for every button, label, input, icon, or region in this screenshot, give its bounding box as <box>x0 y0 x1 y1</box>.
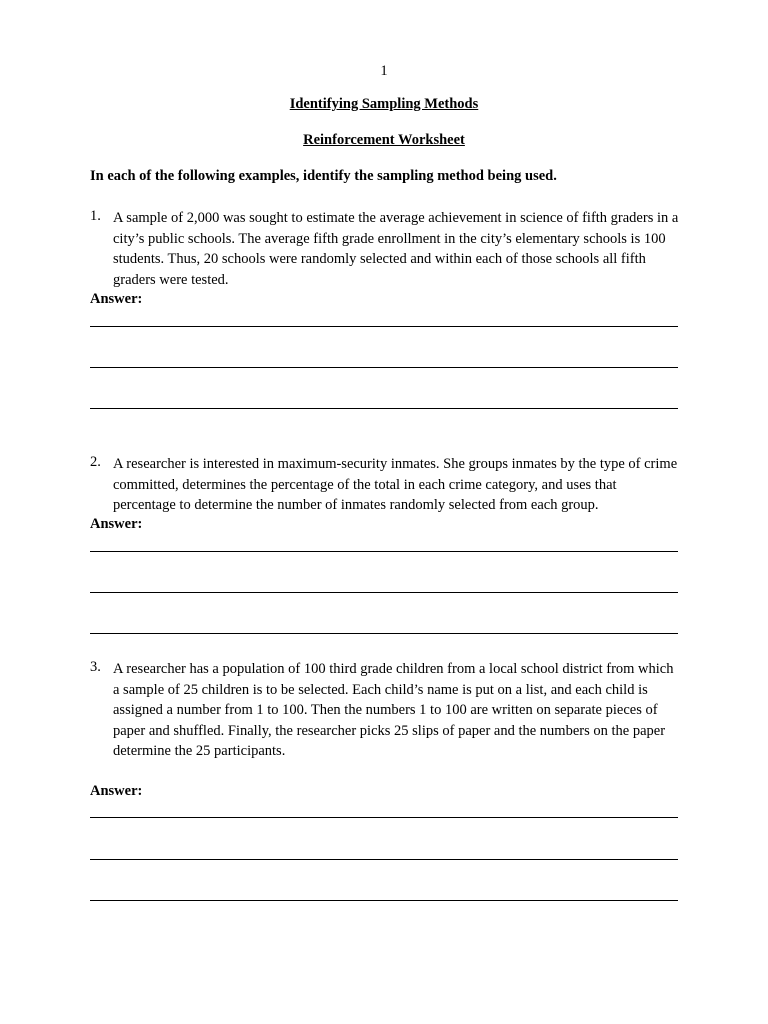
answer-line[interactable] <box>90 817 678 818</box>
answer-label-3: Answer: <box>90 783 143 799</box>
question-2 <box>90 454 680 516</box>
answer-line[interactable] <box>90 592 678 593</box>
answer-line[interactable] <box>90 551 678 552</box>
question-number: 2. <box>90 454 101 470</box>
answer-line[interactable] <box>90 859 678 860</box>
answer-line[interactable] <box>90 633 678 634</box>
answer-line[interactable] <box>90 367 678 368</box>
question-text: A researcher is interested in maximum-security inmates. She groups inmates by the type of crime committed, determines the percentage of the total in each crime category, and uses that percentage to determine the number of inmates randomly selected from each group. <box>113 456 678 513</box>
worksheet-title: Identifying Sampling Methods <box>289 96 479 112</box>
question-3 <box>90 659 680 762</box>
answer-line[interactable] <box>90 900 678 901</box>
answer-line[interactable] <box>90 408 678 409</box>
answer-line[interactable] <box>90 326 678 327</box>
instructions: In each of the following examples, identify the sampling method being used. <box>90 168 557 184</box>
question-1 <box>90 208 680 290</box>
worksheet-subtitle: Reinforcement Worksheet <box>303 132 465 148</box>
answer-label-1: Answer: <box>90 291 143 307</box>
answer-label-2: Answer: <box>90 516 143 532</box>
question-text: A researcher has a population of 100 third grade children from a local school district from which a sample of 25 children is to be selected. Each child’s name is put on a list, and each child is assigned a number from 1 to 100. Then the numbers 1 to 100 are written on separate pieces of paper and shuffled. Finally, the researcher picks 25 slips of paper and the numbers on the paper determine the 25 participants. <box>113 661 674 759</box>
question-number: 3. <box>90 659 101 675</box>
page-number: 1 <box>380 63 388 79</box>
question-text: A sample of 2,000 was sought to estimate the average achievement in science of fifth graders in a city’s public schools. The average fifth grade enrollment in the city’s elementary schools is 100 students. Thus, 20 schools were randomly selected and within each of those schools all fifth graders were tested. <box>113 210 679 288</box>
question-number: 1. <box>90 208 101 224</box>
